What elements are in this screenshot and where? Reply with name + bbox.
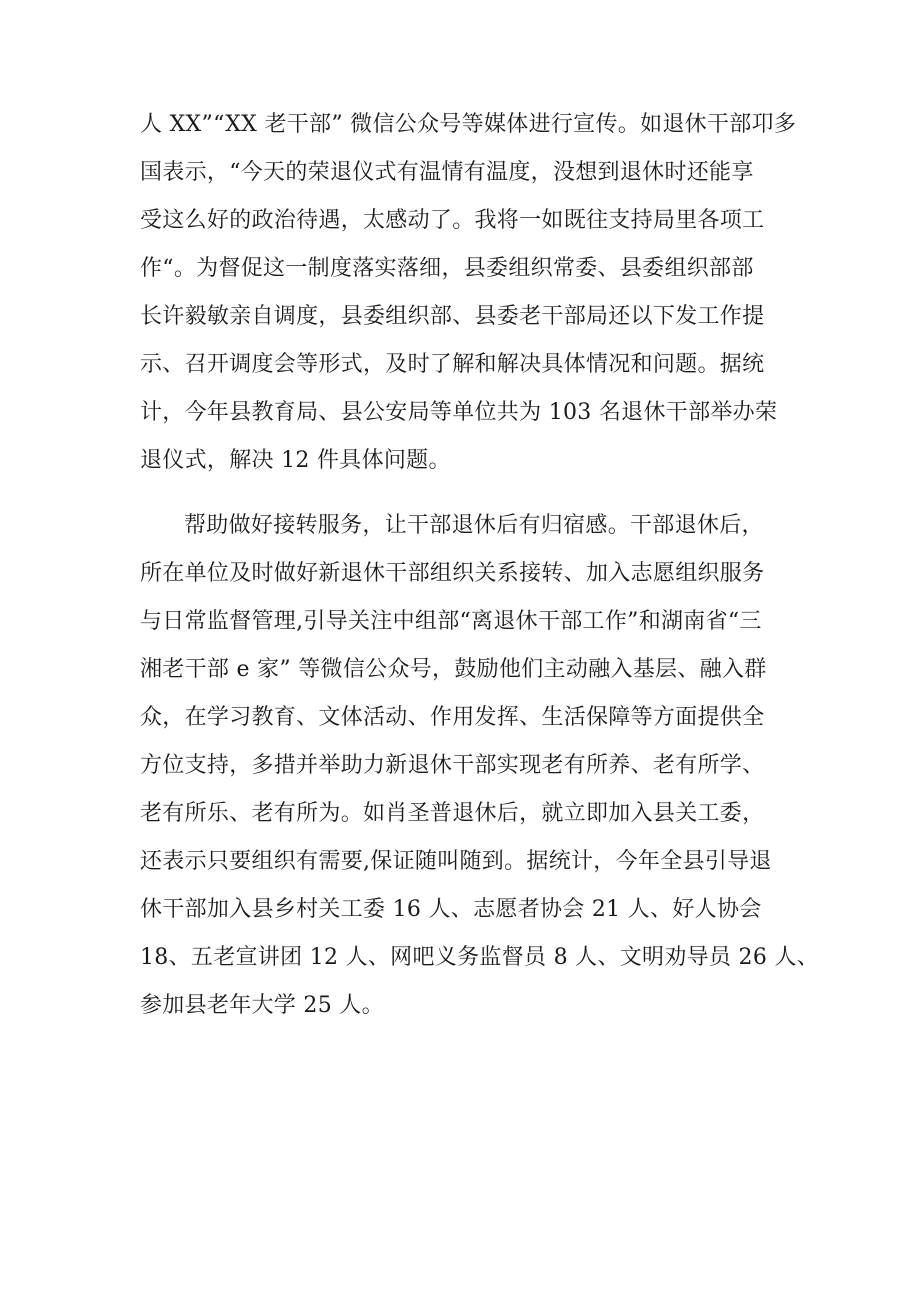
text-line: 湘老干部 e 家” 等微信公众号，鼓励他们主动融入基层、融入群 xyxy=(140,657,767,682)
text-line: 受这么好的政治待遇，太感动了。我将一如既往支持局里各项工 xyxy=(140,208,765,233)
text-line: 作“。为督促这一制度落实落细，县委组织常委、县委组织部部 xyxy=(140,256,754,281)
text-line: 方位支持，多措并举助力新退休干部实现老有所养、老有所学、 xyxy=(140,753,765,778)
text-line: 长许毅敏亲自调度，县委组织部、县委老干部局还以下发工作提 xyxy=(140,304,765,329)
text-line: 国表示，“今天的荣退仪式有温情有温度，没想到退休时还能享 xyxy=(140,160,754,185)
text-line: 与日常监督管理,引导关注中组部“离退休干部工作”和湖南省“三 xyxy=(140,609,762,634)
text-line: 人 XX”“XX 老干部” 微信公众号等媒体进行宣传。如退休干部卭多 xyxy=(140,112,797,137)
text-line: 计，今年县教育局、县公安局等单位共为 103 名退休干部举办荣 xyxy=(140,400,778,425)
text-line: 众，在学习教育、文体活动、作用发挥、生活保障等方面提供全 xyxy=(140,705,765,730)
text-line: 还表示只要组织有需要,保证随叫随到。据统计，今年全县引导退 xyxy=(140,849,772,874)
text-line: 帮助做好接转服务，让干部退休后有归宿感。干部退休后， xyxy=(184,513,764,538)
text-line: 所在单位及时做好新退休干部组织关系接转、加入志愿组织服务 xyxy=(140,561,765,586)
text-line: 退仪式，解决 12 件具体问题。 xyxy=(140,448,451,473)
text-line: 示、召开调度会等形式，及时了解和解决具体情况和问题。据统 xyxy=(140,352,765,377)
text-line: 18、五老宣讲团 12 人、网吧义务监督员 8 人、文明劝导员 26 人、 xyxy=(140,945,820,970)
paragraph-retirement-ceremony xyxy=(140,101,800,485)
text-line: 参加县老年大学 25 人。 xyxy=(140,993,384,1018)
paragraph-transfer-service xyxy=(140,502,820,1030)
text-line: 老有所乐、老有所为。如肖圣普退休后，就立即加入县关工委， xyxy=(140,801,765,826)
text-line: 休干部加入县乡村关工委 16 人、志愿者协会 21 人、好人协会 xyxy=(140,897,762,922)
